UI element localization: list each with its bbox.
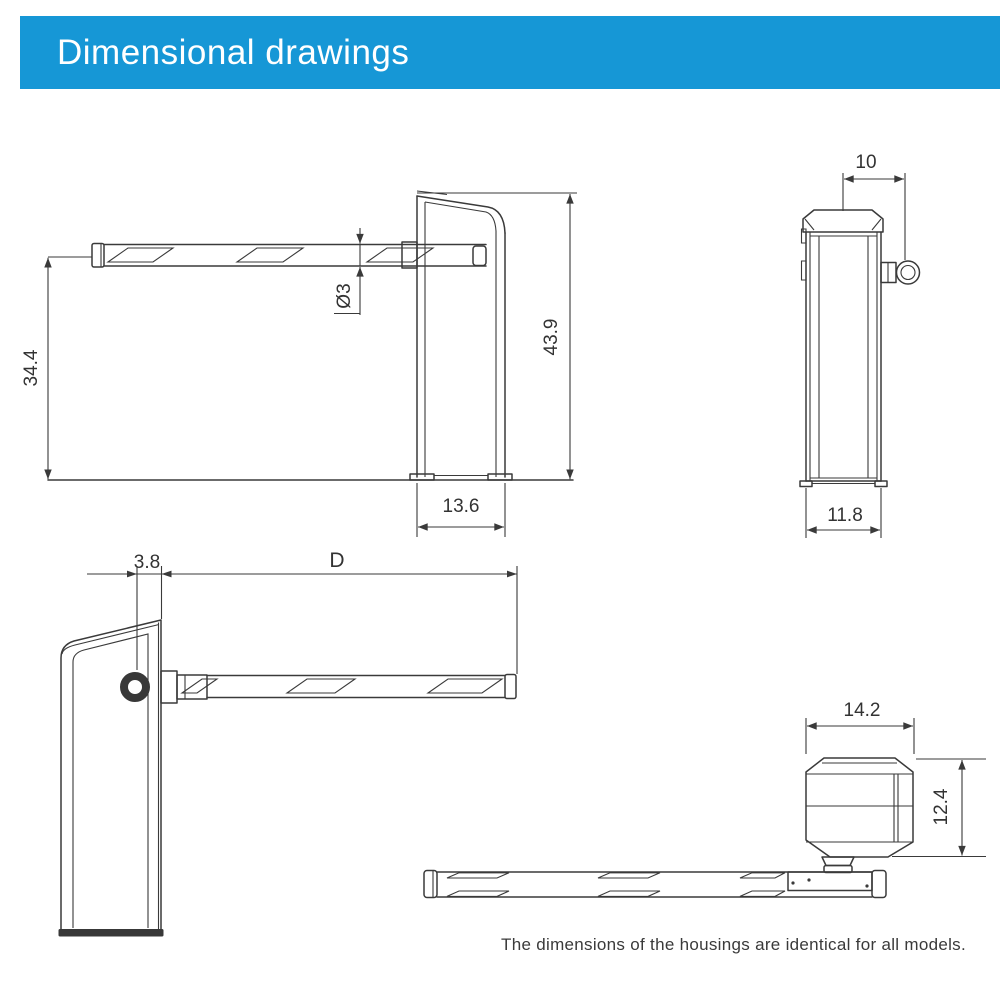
footnote: The dimensions of the housings are identical for all models.	[501, 935, 966, 954]
housing-top-slant	[417, 196, 505, 233]
drive-unit-box	[806, 758, 913, 873]
dim-label-shaft-offset: 10	[855, 152, 877, 173]
arm-left-endcap	[92, 244, 104, 268]
dim-label-mast-depth: 13.6	[442, 496, 480, 517]
housing-column-front	[800, 210, 887, 487]
dim-arm-diameter	[334, 228, 360, 315]
arrowhead	[507, 571, 517, 578]
arm-mount-stub	[402, 242, 417, 268]
top-cap	[803, 210, 883, 232]
arm-slit	[598, 891, 660, 896]
arm-left-endcap	[424, 871, 437, 898]
dim-shaft-offset	[843, 152, 905, 260]
screw	[791, 881, 794, 884]
dim-label-drive-height: 12.4	[931, 788, 952, 826]
shaft-flange	[897, 261, 920, 284]
arm-slit	[598, 873, 660, 878]
screw	[807, 878, 810, 881]
dim-mast-depth	[417, 483, 505, 537]
housing-column-side	[410, 191, 512, 480]
arm-cutout	[108, 248, 173, 262]
arm-slit	[447, 873, 509, 878]
arm-cutout	[182, 679, 217, 693]
base-foot	[410, 474, 434, 480]
arm-cutout	[428, 679, 502, 693]
front-view-drawing	[800, 152, 920, 538]
arm-right-endcap	[473, 246, 486, 266]
arm-mount-plate	[788, 872, 872, 891]
dim-drive-width	[806, 700, 914, 754]
dim-mast-width	[806, 488, 881, 538]
dim-pivot-offset-and-arm-length	[87, 549, 517, 674]
arm-pivot	[124, 676, 146, 698]
arm-cutout	[237, 248, 303, 262]
base-foot	[800, 481, 812, 487]
side-view-drawing	[21, 191, 577, 537]
barrier-arm	[92, 242, 486, 268]
arm-cutout	[367, 248, 433, 262]
base-plate	[59, 929, 164, 937]
top-view-drawing	[424, 700, 986, 898]
arm-shaft-stub	[881, 261, 920, 284]
dim-label-drive-width: 14.2	[843, 700, 881, 721]
page-title: Dimensional drawings	[57, 32, 410, 72]
arm-mount-bracket	[161, 671, 177, 703]
dim-label-mast-width: 11.8	[827, 505, 863, 526]
base-foot	[875, 481, 887, 487]
dim-label-mast-height: 43.9	[541, 318, 562, 356]
arm-slit	[740, 873, 785, 878]
dim-arm-height	[21, 257, 92, 479]
dim-mast-height	[417, 193, 577, 479]
arm-plan-view	[424, 871, 886, 898]
arm-right-endcap	[872, 871, 886, 898]
barrier-arm-rear	[161, 671, 516, 703]
arm-slit	[447, 891, 509, 896]
dim-label-arm-diameter: Ø3	[334, 283, 355, 309]
dim-label-pivot-offset: 3.8	[133, 552, 161, 573]
screw	[865, 884, 868, 887]
arm-cutout	[287, 679, 355, 693]
housing-column-rear	[59, 620, 164, 937]
arm-right-endcap	[505, 675, 516, 699]
dim-label-arm-height: 34.4	[21, 349, 42, 387]
dim-label-arm-length: D	[329, 549, 345, 572]
base-foot	[488, 474, 512, 480]
arrowhead	[162, 571, 172, 578]
drive-neck	[822, 857, 854, 866]
arm-slit	[740, 891, 785, 896]
